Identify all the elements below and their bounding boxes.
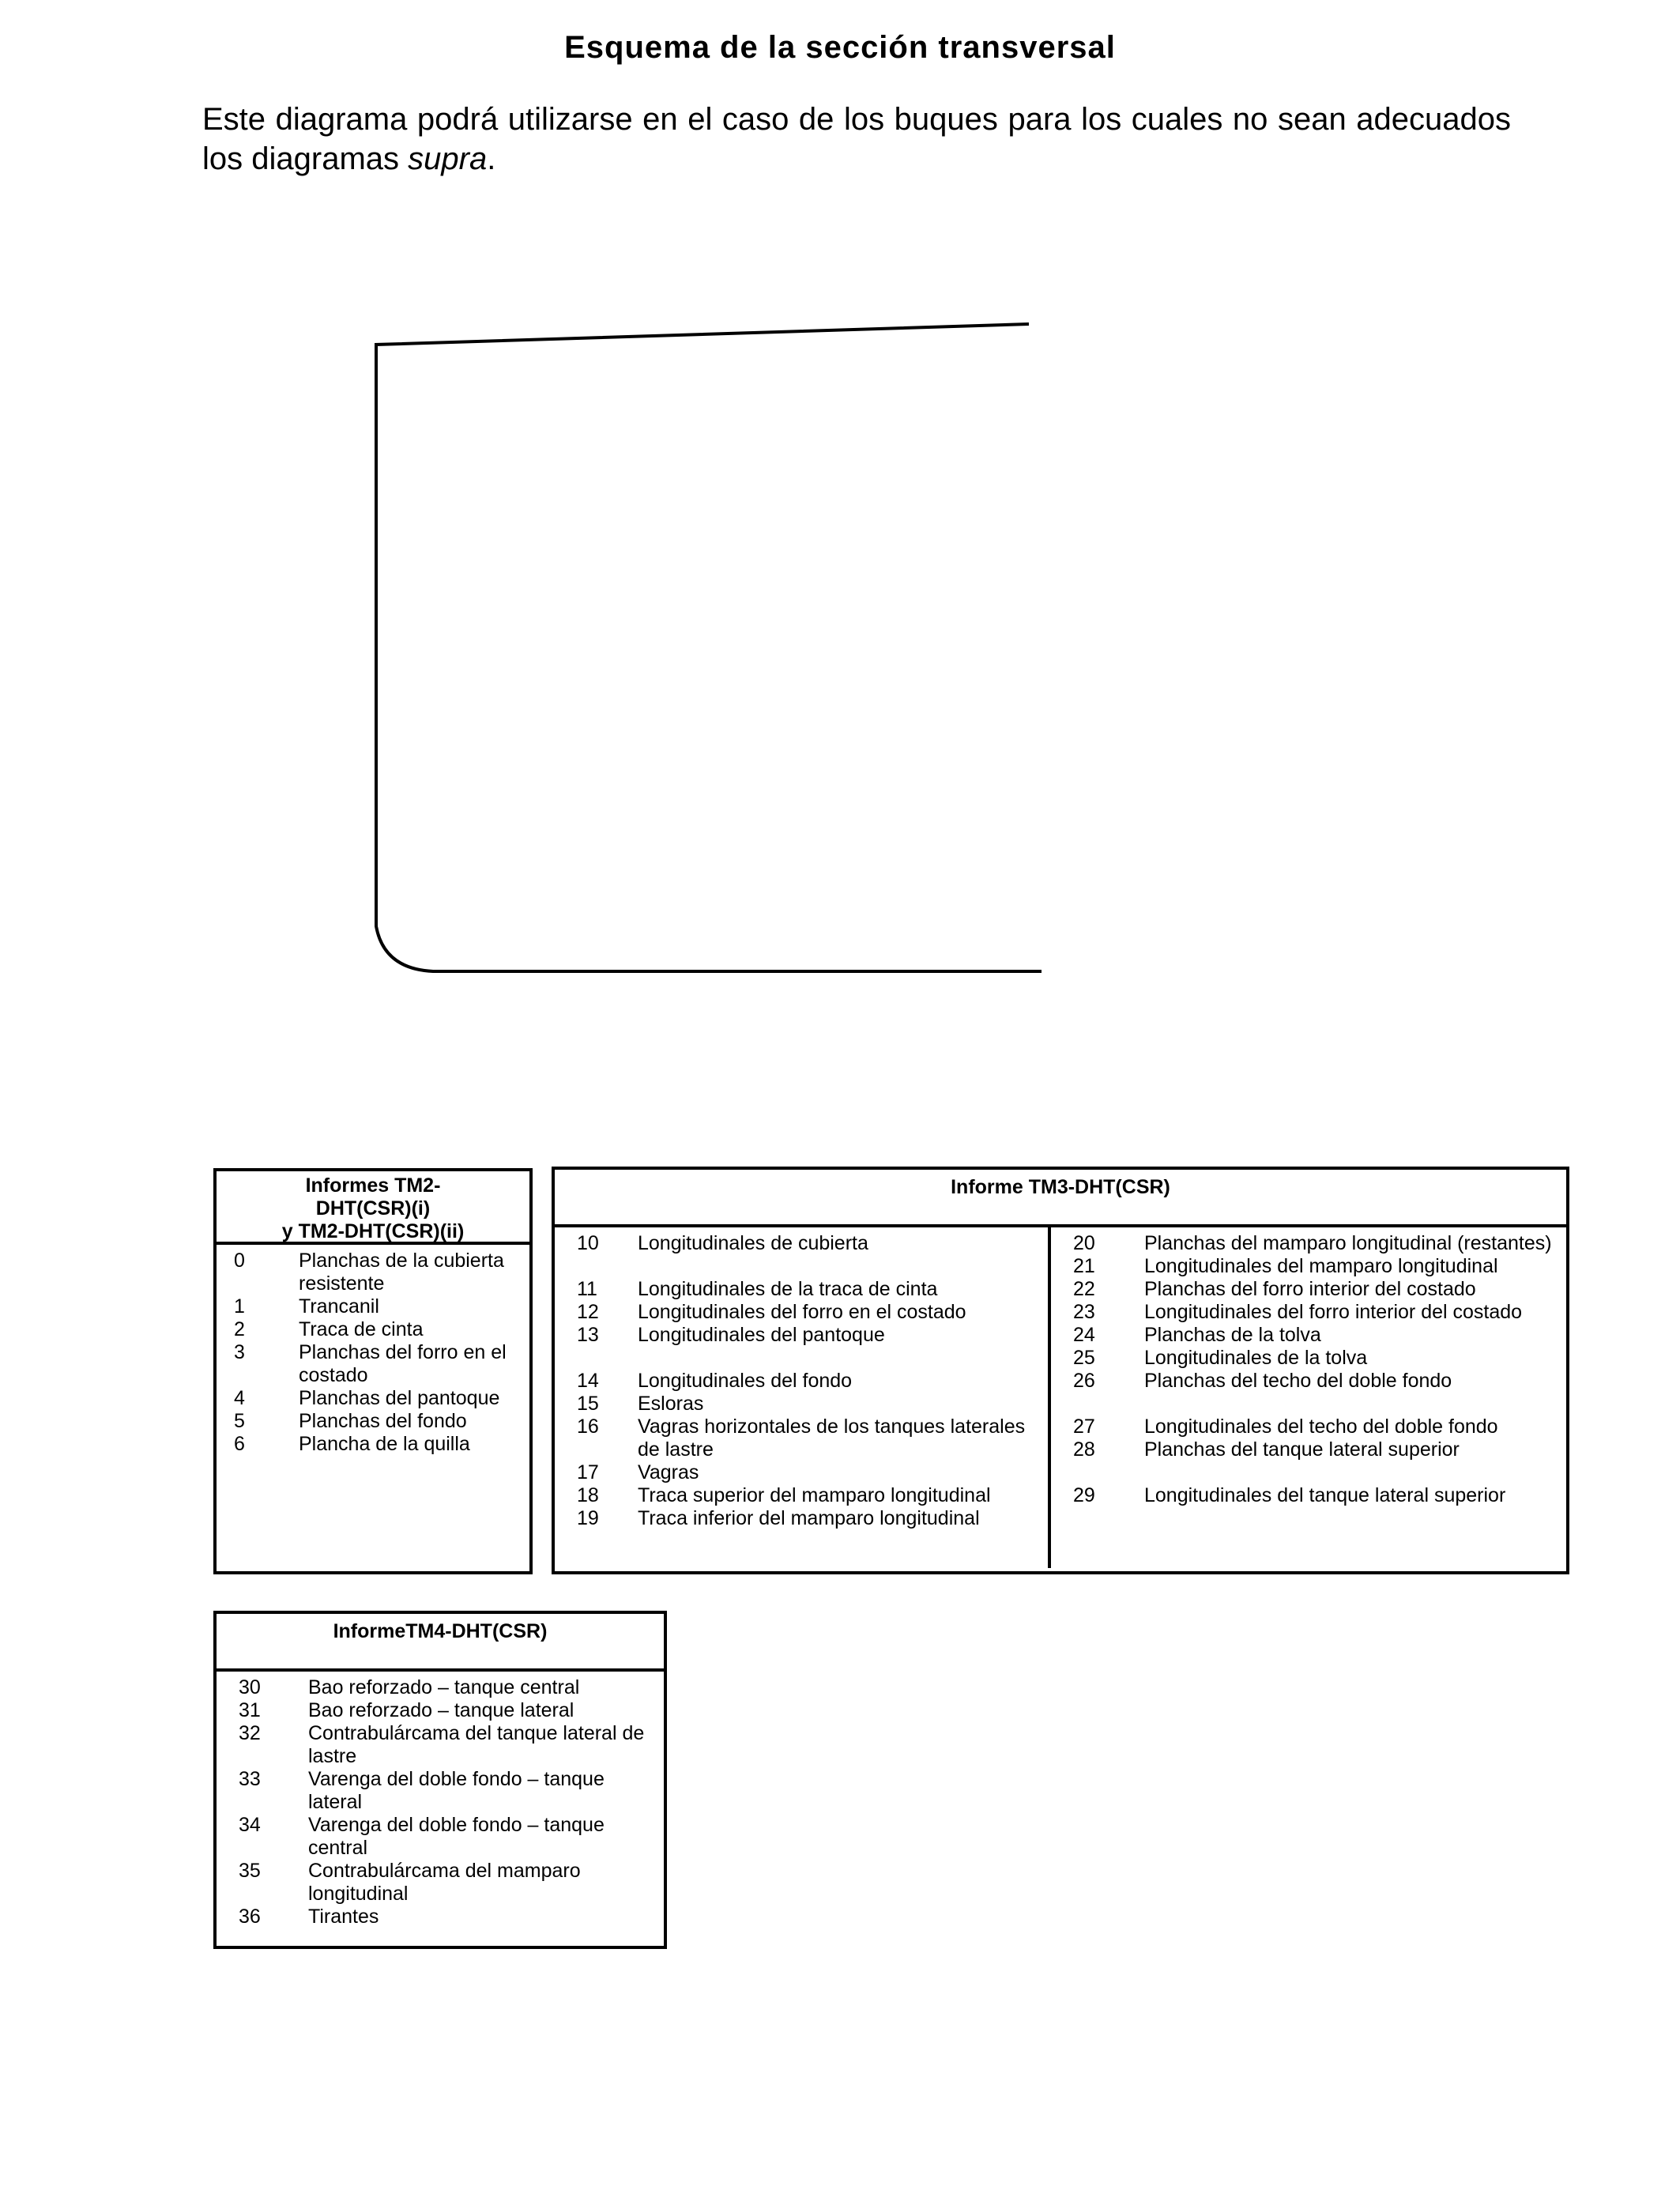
- box-tm2-heading-line: DHT(CSR)(i): [315, 1197, 431, 1220]
- item-number: 14: [577, 1370, 599, 1392]
- item-number: 27: [1073, 1416, 1095, 1438]
- item-number: 33: [239, 1768, 261, 1790]
- item-text: Planchas del techo del doble fondo: [1144, 1370, 1452, 1392]
- list-spacer: [577, 1347, 1042, 1370]
- list-item: [1073, 1255, 1560, 1278]
- item-text: Vagras: [638, 1461, 699, 1483]
- item-number: 10: [577, 1232, 599, 1254]
- list-item: [234, 1250, 522, 1295]
- list-item: [1073, 1438, 1560, 1461]
- item-number: 23: [1073, 1301, 1095, 1323]
- item-text: Longitudinales de la traca de cinta: [638, 1278, 938, 1300]
- item-text: Longitudinales del forro interior del costado: [1144, 1301, 1523, 1323]
- list-item: [1073, 1370, 1560, 1393]
- item-text: Bao reforzado – tanque lateral: [308, 1699, 574, 1721]
- item-text: Contrabulárcama del tanque lateral de lastre: [308, 1722, 645, 1767]
- list-item: [239, 1722, 656, 1768]
- item-text: Planchas de la tolva: [1144, 1324, 1321, 1346]
- item-text: Tirantes: [308, 1906, 379, 1928]
- item-text: Planchas de la cubierta resistente: [299, 1250, 504, 1295]
- list-item: [234, 1410, 522, 1433]
- item-number: 1: [234, 1295, 245, 1318]
- list-item: [234, 1318, 522, 1341]
- item-text: Varenga del doble fondo – tanque lateral: [308, 1768, 605, 1813]
- box-tm4-list: [217, 1672, 664, 1928]
- item-text: Planchas del tanque lateral superior: [1144, 1438, 1460, 1461]
- item-number: 6: [234, 1433, 245, 1455]
- item-number: 13: [577, 1324, 599, 1346]
- list-item: [239, 1814, 656, 1860]
- item-text: Longitudinales del fondo: [638, 1370, 853, 1392]
- item-text: Traca de cinta: [299, 1318, 424, 1340]
- intro-emphasis: supra: [408, 141, 488, 176]
- item-number: 30: [239, 1676, 261, 1698]
- item-text: Longitudinales del tanque lateral superior: [1144, 1484, 1506, 1506]
- list-item: [1073, 1416, 1560, 1438]
- item-number: 34: [239, 1814, 261, 1836]
- list-item: [577, 1484, 1042, 1507]
- box-tm3-heading: Informe TM3-DHT(CSR): [555, 1170, 1566, 1227]
- list-item: [1073, 1324, 1560, 1347]
- list-item: [577, 1301, 1042, 1324]
- item-text: Longitudinales del mamparo longitudinal: [1144, 1255, 1498, 1277]
- box-tm2: [213, 1168, 533, 1574]
- list-item: [577, 1507, 1042, 1530]
- box-tm2-heading-line: y TM2-DHT(CSR)(ii): [281, 1220, 465, 1242]
- list-item: [239, 1860, 656, 1906]
- intro-end: .: [487, 141, 496, 176]
- item-text: Longitudinales de cubierta: [638, 1232, 868, 1254]
- item-number: 31: [239, 1699, 261, 1721]
- list-item: [577, 1370, 1042, 1393]
- item-number: 17: [577, 1461, 599, 1483]
- item-number: 32: [239, 1722, 261, 1744]
- item-number: 16: [577, 1416, 599, 1438]
- page-title: Esquema de la sección transversal: [564, 30, 1116, 65]
- item-number: 25: [1073, 1347, 1095, 1369]
- list-item: [239, 1676, 656, 1699]
- item-text: Esloras: [638, 1393, 704, 1415]
- item-number: 15: [577, 1393, 599, 1415]
- item-number: 35: [239, 1860, 261, 1882]
- item-text: Planchas del fondo: [299, 1410, 467, 1432]
- item-number: 20: [1073, 1232, 1095, 1254]
- list-item: [1073, 1301, 1560, 1324]
- item-number: 5: [234, 1410, 245, 1432]
- item-text: Longitudinales del forro en el costado: [638, 1301, 966, 1323]
- list-spacer: [1073, 1461, 1560, 1484]
- item-text: Planchas del mamparo longitudinal (restantes): [1144, 1232, 1552, 1254]
- list-item: [239, 1768, 656, 1814]
- box-tm3-right-list: [1051, 1227, 1566, 1568]
- box-tm2-heading: [217, 1171, 529, 1245]
- list-item: [1073, 1484, 1560, 1507]
- list-item: [1073, 1347, 1560, 1370]
- list-item: [577, 1324, 1042, 1347]
- item-text: Longitudinales del techo del doble fondo: [1144, 1416, 1498, 1438]
- list-item: [577, 1461, 1042, 1484]
- list-item: [1073, 1278, 1560, 1301]
- item-number: 22: [1073, 1278, 1095, 1300]
- item-number: 0: [234, 1250, 245, 1272]
- intro-text: Este diagrama podrá utilizarse en el caso de los buques para los cuales no sean adecuados los diagramas: [202, 102, 1511, 176]
- box-tm3: [552, 1167, 1569, 1574]
- item-number: 24: [1073, 1324, 1095, 1346]
- item-number: 18: [577, 1484, 599, 1506]
- item-text: Longitudinales de la tolva: [1144, 1347, 1368, 1369]
- item-text: Vagras horizontales de los tanques laterales de lastre: [638, 1416, 1026, 1461]
- item-number: 12: [577, 1301, 599, 1323]
- item-number: 21: [1073, 1255, 1095, 1277]
- item-number: 29: [1073, 1484, 1095, 1506]
- list-item: [234, 1341, 522, 1387]
- item-number: 3: [234, 1341, 245, 1363]
- list-spacer: [577, 1255, 1042, 1278]
- list-item: [577, 1232, 1042, 1255]
- list-item: [577, 1416, 1042, 1461]
- list-item: [239, 1906, 656, 1928]
- item-number: 11: [577, 1278, 597, 1300]
- list-item: [1073, 1232, 1560, 1255]
- list-item: [234, 1433, 522, 1456]
- item-number: 26: [1073, 1370, 1095, 1392]
- item-number: 36: [239, 1906, 261, 1928]
- item-text: Planchas del pantoque: [299, 1387, 500, 1409]
- list-item: [577, 1393, 1042, 1416]
- cross-section-diagram: [0, 0, 1680, 1027]
- item-number: 19: [577, 1507, 599, 1529]
- box-tm4-heading: InformeTM4-DHT(CSR): [217, 1614, 664, 1672]
- item-text: Bao reforzado – tanque central: [308, 1676, 580, 1698]
- item-text: Contrabulárcama del mamparo longitudinal: [308, 1860, 581, 1905]
- item-text: Traca superior del mamparo longitudinal: [638, 1484, 991, 1506]
- list-item: [234, 1295, 522, 1318]
- item-text: Plancha de la quilla: [299, 1433, 470, 1455]
- item-text: Longitudinales del pantoque: [638, 1324, 885, 1346]
- item-text: Planchas del forro interior del costado: [1144, 1278, 1476, 1300]
- item-number: 4: [234, 1387, 245, 1409]
- item-text: Planchas del forro en el costado: [299, 1341, 507, 1386]
- item-text: Traca inferior del mamparo longitudinal: [638, 1507, 980, 1529]
- item-text: Varenga del doble fondo – tanque central: [308, 1814, 605, 1859]
- list-item: [577, 1278, 1042, 1301]
- list-item: [239, 1699, 656, 1722]
- list-item: [234, 1387, 522, 1410]
- box-tm4: [213, 1611, 667, 1949]
- box-tm2-list: [217, 1245, 529, 1456]
- item-number: 2: [234, 1318, 245, 1340]
- hull-outline: [376, 324, 1042, 971]
- box-tm2-heading-line: Informes TM2-: [305, 1174, 441, 1197]
- item-text: Trancanil: [299, 1295, 379, 1318]
- box-tm3-left-list: [555, 1227, 1051, 1568]
- list-spacer: [1073, 1393, 1560, 1416]
- item-number: 28: [1073, 1438, 1095, 1461]
